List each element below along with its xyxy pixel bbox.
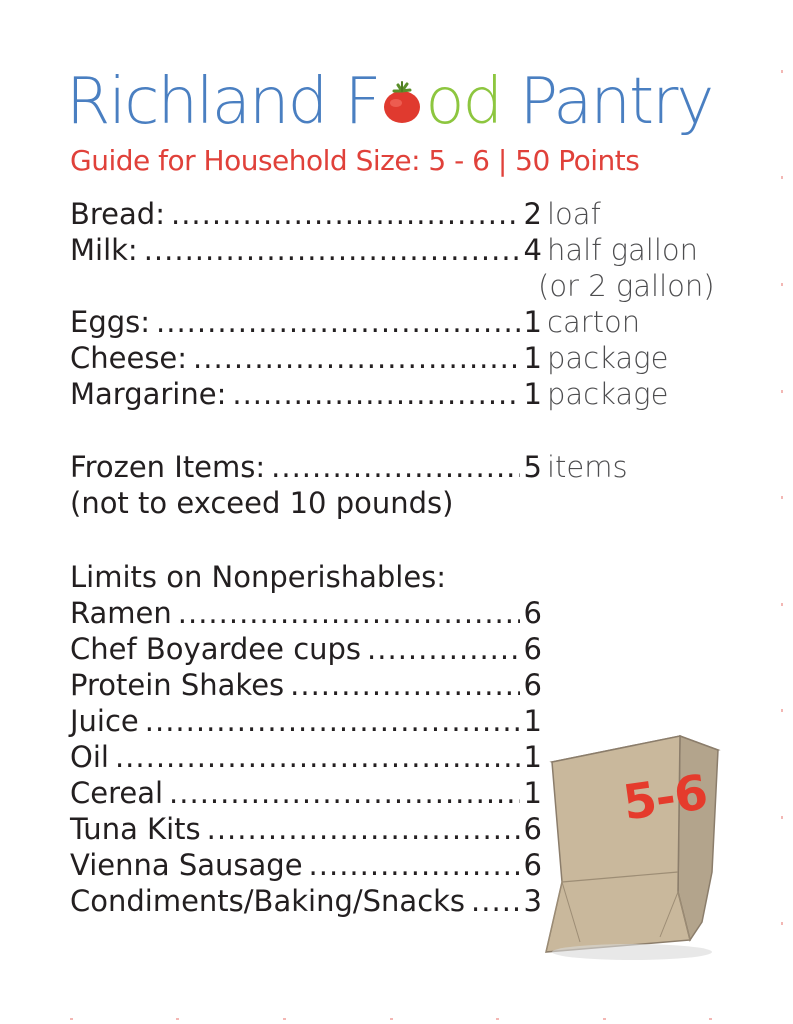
leader-dots	[145, 703, 520, 739]
leader-dots	[271, 449, 519, 485]
limit-qty: 3	[523, 884, 542, 918]
tomato-icon	[380, 66, 424, 112]
limit-label: Juice	[70, 704, 139, 738]
limit-label: Ramen	[70, 596, 172, 630]
title-part-pantry: Pantry	[501, 65, 713, 139]
limit-row-chef-boyardee	[70, 631, 542, 667]
limit-qty: 6	[523, 668, 542, 702]
item-unit: loaf	[547, 197, 601, 231]
limit-label: Vienna Sausage	[70, 848, 303, 882]
frozen-note: (not to exceed 10 pounds)	[70, 486, 454, 520]
item-qty: 1	[523, 341, 542, 375]
limit-label: Chef Boyardee cups	[70, 632, 362, 666]
item-unit-note: (or 2 gallon)	[538, 269, 715, 303]
limit-qty: 1	[523, 740, 542, 774]
title-part-od: od	[425, 65, 502, 139]
limit-row-oil	[70, 739, 542, 775]
leader-dots	[232, 376, 519, 412]
limit-label: Condiments/Baking/Snacks	[70, 884, 466, 918]
item-row-margarine	[70, 376, 542, 412]
item-qty: 5	[523, 450, 542, 484]
item-row-bread	[70, 196, 542, 232]
item-row-eggs	[70, 304, 542, 340]
limit-label: Tuna Kits	[70, 812, 201, 846]
item-unit: carton	[547, 305, 641, 339]
item-label: Eggs:	[70, 305, 151, 339]
limit-qty: 6	[523, 632, 542, 666]
limit-qty: 1	[523, 776, 542, 810]
item-unit: half gallon	[547, 233, 699, 267]
leader-dots	[309, 847, 520, 883]
item-unit: package	[547, 377, 669, 411]
limit-row-protein-shakes	[70, 667, 542, 703]
crop-marks-right	[781, 0, 787, 1024]
leader-dots	[207, 811, 520, 847]
subtitle: Guide for Household Size: 5 - 6 | 50 Points	[70, 144, 640, 177]
limits-heading: Limits on Nonperishables:	[70, 560, 447, 594]
leader-dots	[290, 667, 519, 703]
item-unit: items	[547, 450, 628, 484]
limit-row-juice	[70, 703, 542, 739]
item-unit: package	[547, 341, 669, 375]
item-row-frozen	[70, 449, 542, 485]
limit-row-condiments	[70, 883, 542, 919]
item-qty: 1	[523, 377, 542, 411]
limit-label: Protein Shakes	[70, 668, 285, 702]
limit-row-cereal	[70, 775, 542, 811]
item-row-milk	[70, 232, 542, 268]
crop-marks-bottom	[0, 1018, 793, 1022]
item-label: Margarine:	[70, 377, 227, 411]
title-part-richland: Richland F	[66, 65, 380, 139]
leader-dots	[169, 775, 520, 811]
leader-dots	[471, 883, 520, 919]
item-label: Milk:	[70, 233, 138, 267]
limit-row-tuna-kits	[70, 811, 542, 847]
limit-qty: 1	[523, 704, 542, 738]
limit-label: Cereal	[70, 776, 164, 810]
leader-dots	[144, 232, 520, 268]
leader-dots	[171, 196, 520, 232]
limit-label: Oil	[70, 740, 109, 774]
leader-dots	[178, 595, 520, 631]
leader-dots	[367, 631, 520, 667]
item-label: Bread:	[70, 197, 165, 231]
limit-qty: 6	[523, 812, 542, 846]
limit-qty: 6	[523, 848, 542, 882]
item-label: Frozen Items:	[70, 450, 266, 484]
item-qty: 1	[523, 305, 542, 339]
item-qty: 2	[523, 197, 542, 231]
limit-qty: 6	[523, 596, 542, 630]
bag-label: 5-6	[619, 764, 711, 832]
page-title	[66, 64, 712, 140]
item-qty: 4	[523, 233, 542, 267]
leader-dots	[193, 340, 520, 376]
item-row-cheese	[70, 340, 542, 376]
leader-dots	[156, 304, 520, 340]
item-label: Cheese:	[70, 341, 188, 375]
leader-dots	[115, 739, 520, 775]
limit-row-vienna-sausage	[70, 847, 542, 883]
limit-row-ramen	[70, 595, 542, 631]
